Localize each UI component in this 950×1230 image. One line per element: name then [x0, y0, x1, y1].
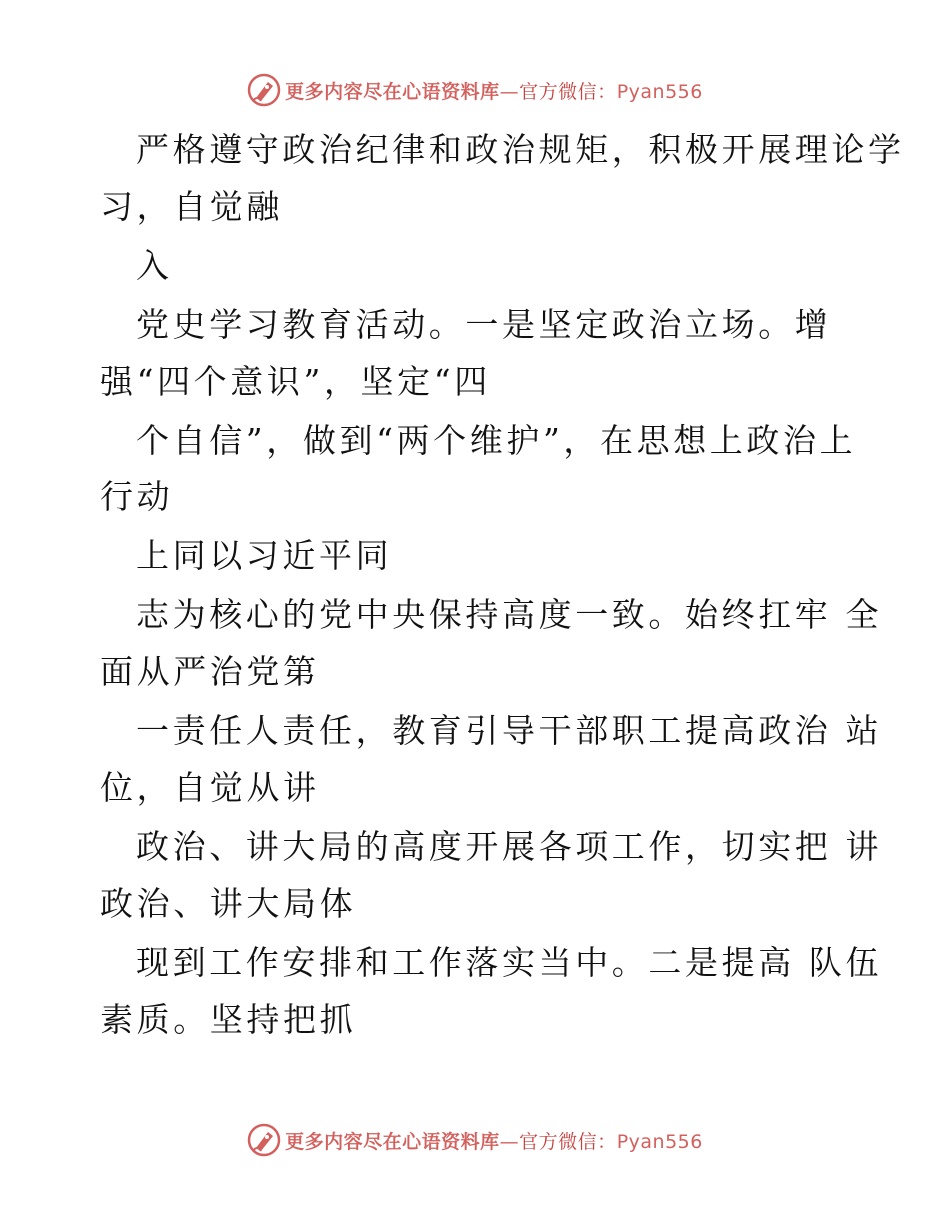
watermark-separator: — [499, 80, 520, 103]
body-line: 习，自觉融 [100, 187, 283, 226]
body-line: 行动 [100, 477, 174, 516]
watermark-text [285, 1127, 703, 1154]
body-line: 素质。坚持把抓 [100, 1000, 357, 1039]
body-line: 政治、讲大局体 [100, 884, 357, 923]
watermark-separator: — [499, 1130, 520, 1153]
body-line: 强“四个意识”，坚定“四 [100, 362, 491, 401]
watermark-id: Pyan556 [616, 80, 703, 103]
body-line: 个自信”，做到“两个维护”，在思想上政治上 [136, 421, 857, 460]
watermark-brand: 更多内容尽在心语资料库 [285, 1130, 500, 1153]
watermark-text [285, 77, 703, 104]
body-line: 一责任人责任，教育引导干部职工提高政治 站 [136, 711, 883, 750]
watermark-official-label: 官方微信： [519, 80, 617, 103]
body-line: 位，自觉从讲 [100, 768, 320, 807]
pen-nib-logo-icon [247, 1123, 281, 1157]
watermark-brand: 更多内容尽在心语资料库 [285, 80, 500, 103]
pen-nib-logo-icon [247, 73, 281, 107]
footer-watermark [0, 1120, 950, 1160]
body-line: 党史学习教育活动。一是坚定政治立场。增 [136, 305, 832, 344]
watermark-id: Pyan556 [616, 1130, 703, 1153]
header-watermark [0, 70, 950, 110]
body-line: 现到工作安排和工作落实当中。二是提高 队伍 [136, 943, 883, 982]
body-line: 上同以习近平同 [136, 536, 393, 575]
body-line: 志为核心的党中央保持高度一致。始终扛牢 全 [136, 595, 883, 634]
body-line: 严格遵守政治纪律和政治规矩，积极开展理论学 [136, 130, 905, 169]
body-line: 政治、讲大局的高度开展各项工作，切实把 讲 [136, 827, 883, 866]
watermark-official-label: 官方微信： [519, 1130, 617, 1153]
body-line: 入 [136, 246, 173, 285]
body-line: 面从严治党第 [100, 652, 320, 691]
